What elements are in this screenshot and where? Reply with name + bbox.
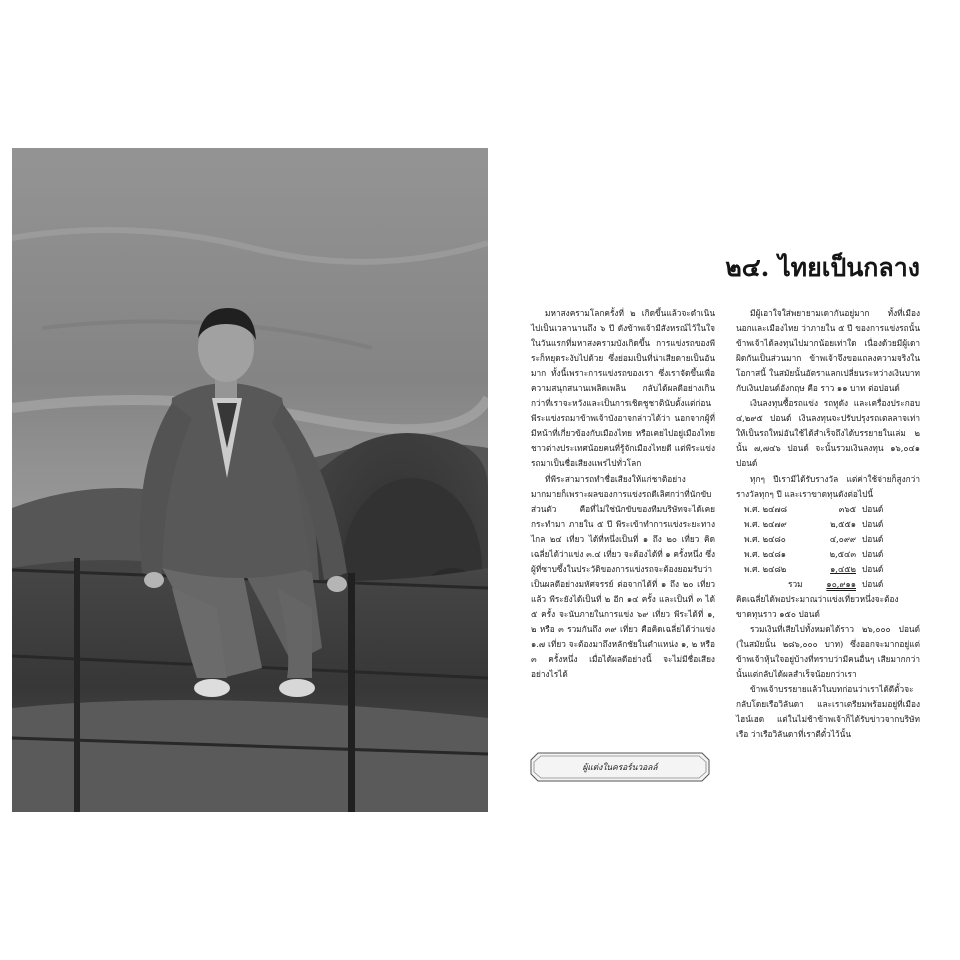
table-unit: ปอนด์	[862, 578, 884, 589]
table-unit: ปอนด์	[862, 548, 884, 559]
table-row	[744, 562, 904, 577]
paragraph: ข้าพเจ้าบรรยายแล้วในบทก่อนว่าเราได้ดีตั้วจะกลับโดยเรือวิลันดา และเราเตรียมพร้อมอยู่ที่เมืองไฮน์เฮด แต่ในไม่ช้าข้าพเจ้าก็ได้รับข่าวจากบริษัทเรือ ว่าเรือวิลันดาที่เราตีตั๋วไว้นั้น	[736, 684, 920, 740]
paragraph: ทุกๆ ปีเรามีได้รับรางวัล แต่ค่าใช้จ่ายก็สูงกว่ารางวัลทุกๆ ปี และเราขาดทุนดังต่อไปนี้	[736, 473, 920, 499]
chapter-title: ๒๔. ไทยเป็นกลาง	[725, 253, 920, 282]
table-amount: ๓๖๕	[838, 503, 856, 514]
table-unit: ปอนด์	[862, 503, 884, 514]
paragraph: เงินลงทุนซื้อรถแข่ง รถทูดัง และเครื่องประกอบ ๔,๒๙๕ ปอนด์ เงินลงทุนจะปรับปรุงรถเตลลาจเท่าให้เป็นรถใหม่อันใช้ได้สำเร็จถึงได้บรรยายในเล่ม ๒ นั้น ๗,๗๔๖ ปอนด์ จะนั้นรวมเงินลงทุน ๑๖,๐๔๑ ปอนด์	[736, 398, 920, 469]
table-year: พ.ศ. ๒๔๘๒	[744, 563, 787, 574]
table-row	[744, 517, 904, 532]
table-total-amount: ๑๐,๙๑๑	[826, 578, 856, 589]
table-unit: ปอนด์	[862, 518, 884, 529]
table-row	[744, 532, 904, 547]
table-unit: ปอนด์	[862, 533, 884, 544]
caption-text: ผู้แต่งในครอร์นวอลล์	[582, 762, 658, 772]
paragraph: คิดเฉลี่ยได้พอประมาณว่าแข่งเที่ยวหนึ่งจะต้องขาดทุนราว ๑๕๐ ปอนด์	[736, 593, 899, 619]
man-sitting-on-fence-photo-icon	[12, 148, 488, 812]
table-year: พ.ศ. ๒๔๘๐	[744, 533, 786, 544]
table-unit: ปอนด์	[862, 563, 884, 574]
paragraph: มหาสงครามโลกครั้งที่ ๒ เกิดขึ้นแล้วจะดำเนินไปเป็นเวลานานถึง ๖ ปี ดังข้าพเจ้ามีสังหรณ์ไว้ในใจ ในวันแรกที่มหาสงครามบังเกิดขึ้น การแข่งรถของพีระก็หยุดระงับไปด้วย ซึ่งย่อมเป็นที่น่าเสียดายเป็นอันมาก ทั้งนี้เพราะการแข่งรถของเรา ซึ่งเราจัดขึ้นเพื่อความสนุกสนานเพลิดเพลิน กลับได้ผลดีอย่างเกินกว่าที่เราจะหวังและเป็นการเชิดชูชาตินับตั้งแต่ก่อนพีระแข่งรถมาข้าพเจ้าบังอาจกล่าวได้ว่า นอกจากผู้ที่มีหน้าที่เกี่ยวข้องกับเมืองไทย หรือเคยไปอยู่เมืองไทย ชาวต่างประเทศน้อยคนที่รู้จักเมืองไทยดี แต่พีระแข่งรถมาเป็นชื่อเสียงแพร่ไปทั่วโลก	[531, 308, 715, 469]
author-photo	[12, 148, 488, 812]
table-year: พ.ศ. ๒๔๗๘	[744, 503, 788, 514]
table-amount: ๔,๐๙๙	[829, 533, 856, 544]
table-amount: ๒,๕๕๑	[830, 518, 856, 529]
table-year: พ.ศ. ๒๔๘๑	[744, 548, 787, 559]
right-text-column	[736, 306, 920, 742]
table-total-row	[744, 577, 904, 592]
table-row	[744, 547, 904, 562]
paragraph: มีผู้เอาใจใส่พยายามเดากันอยู่มาก ทั้งที่เมืองนอกและเมืองไทย ว่าภายใน ๕ ปี ของการแข่งรถนั้นข้าพเจ้าได้ลงทุนไปมากน้อยเท่าใด เนื่องด้วยมีผู้เดาผิดกันเป็นส่วนมาก ข้าพเจ้าจึงขอแถลงความจริงในโอกาสนี้ ในสมัยนั้นอัตราแลกเปลี่ยนระหว่างเงินบาทกับเงินปอนด์อังกฤษ คือ ราว ๑๑ บาท ต่อปอนด์	[736, 308, 920, 394]
table-amount: ๒,๕๔๓	[829, 548, 856, 559]
table-row	[744, 502, 904, 517]
photo-caption	[530, 752, 710, 782]
table-amount: ๑,๔๕๒	[830, 563, 856, 574]
left-text-column	[531, 306, 715, 682]
table-total-label: รวม	[788, 578, 803, 589]
paragraph: ที่พีระสามารถทำชื่อเสียงให้แก่ชาติอย่างมากมายก็เพราะผลของการแข่งรถดีเลิศกว่าที่นักขับส่วนตัว คือที่ไม่ใช่นักขับของทีมบริษัทจะได้เคยกระทำมา ภายใน ๕ ปี พีระเข้าทำการแข่งระยะทางไกล ๒๔ เที่ยว ได้ที่หนึ่งเป็นที่ ๑ ถึง ๒๐ เที่ยว คิดเฉลี่ยได้ว่าแข่ง ๓.๔ เที่ยว จะต้องได้ที่ ๑ ครั้งหนึ่ง ซึ่งผู้ที่ซาบซึ้งในประวัติของการแข่งรถจะต้องยอมรับว่าเป็นผลดีอย่างมหัศจรรย์ ต่อจากได้ที่ ๑ ถึง ๒๐ เที่ยวแล้ว พีระยังได้เป็นที่ ๒ อีก ๑๔ ครั้ง และเป็นที่ ๓ ได้ ๕ ครั้ง จะนับภายในการแข่ง ๖๙ เที่ยว พีระได้ที่ ๑, ๒ หรือ ๓ รวมกันถึง ๓๙ เที่ยว คือคิดเฉลี่ยได้ว่าแข่ง ๑.๗ เที่ยว จะต้องมาถึงหลักชัยในตำแหน่ง ๑, ๒ หรือ ๓ ครั้งหนึ่ง เมื่อได้ผลดีอย่างนี้ จะไม่มีชื่อเสียงอย่างไรได้	[531, 473, 715, 680]
loss-table	[744, 502, 904, 592]
table-year: พ.ศ. ๒๔๗๙	[744, 518, 787, 529]
paragraph: รวมเงินที่เสียไปทั้งหมดได้ราว ๒๖,๐๐๐ ปอนด์ (ในสมัยนั้น ๒๘๖,๐๐๐ บาท) ซึ่งออกจะมากอยู่แต่ข้าพเจ้าหุ้นใจอยู่บ้างที่ทราบว่ามีคนอื่นๆ เสียมากกว่านั้นแต่กลับได้ผลสำเร็จน้อยกว่าเรา	[736, 623, 920, 680]
